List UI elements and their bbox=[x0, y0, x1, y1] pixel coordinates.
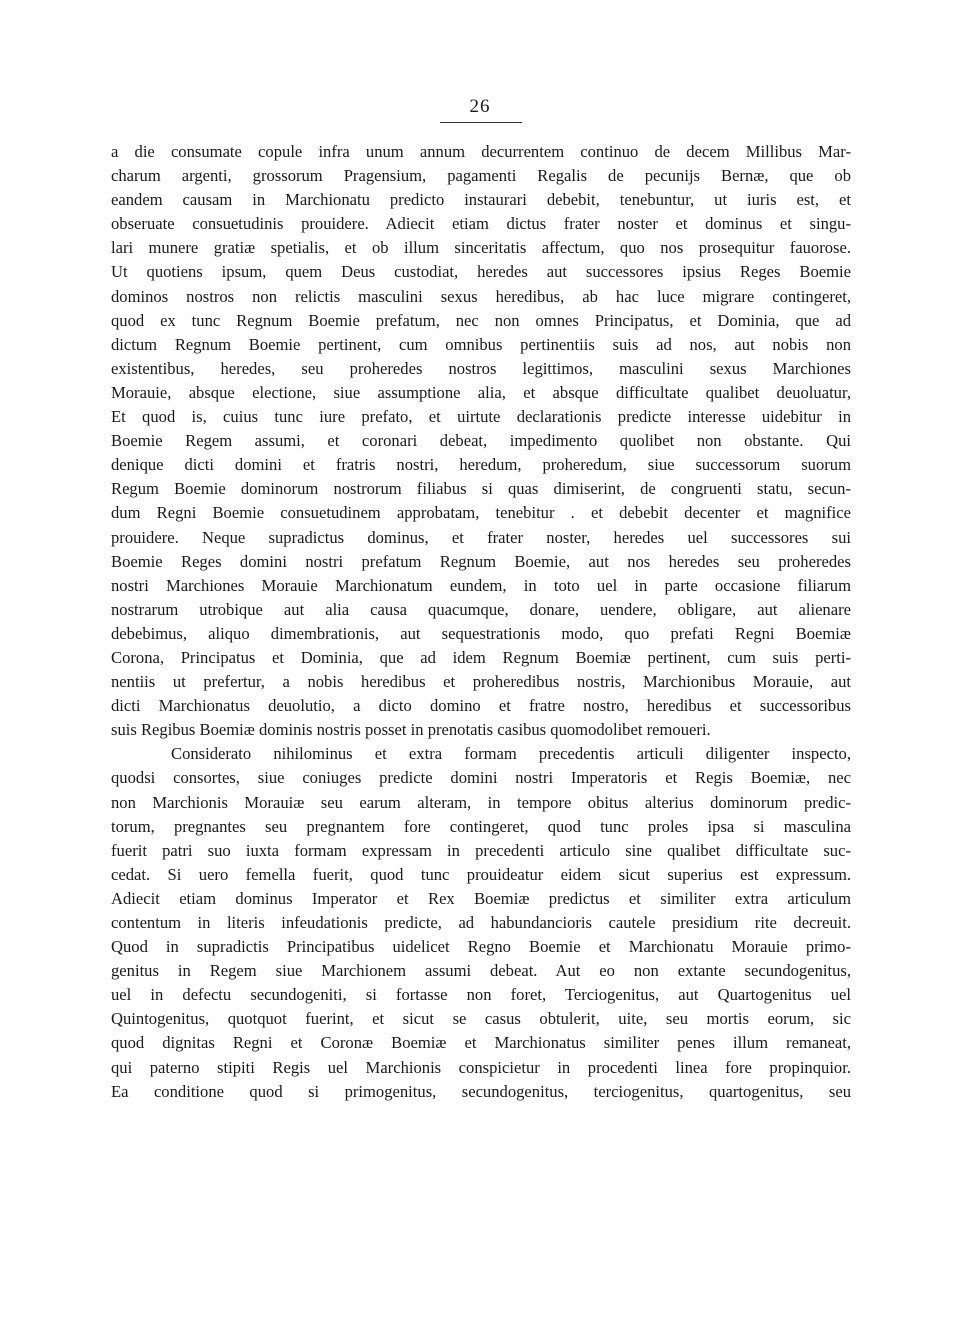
text-line: denique dicti domini et fratris nostri, heredum, proheredum, siue successorum suorum bbox=[111, 455, 851, 475]
text-line: eandem causam in Marchionatu predicto instaurari debebit, tenebuntur, ut iuris est, et bbox=[111, 190, 851, 210]
page-number-rule bbox=[440, 122, 522, 123]
text-line: prouidere. Neque supradictus dominus, et frater noster, heredes uel successores sui bbox=[111, 527, 851, 547]
text-line: dictum Regnum Boemie pertinent, cum omnibus pertinentiis suis ad nos, aut nobis non bbox=[111, 334, 851, 354]
text-line: cedat. Si uero femella fuerit, quod tunc prouideatur eidem sicut superius est expressum. bbox=[111, 864, 851, 884]
text-line: a die consumate copule infra unum annum decurrentem continuo de decem Millibus Mar- bbox=[111, 142, 851, 161]
text-line: Adiecit etiam dominus Imperator et Rex Boemiæ predictus et similiter extra articulum bbox=[111, 888, 851, 908]
paragraph-start-line: Considerato nihilominus et extra formam precedentis articuli diligenter inspecto, bbox=[171, 744, 851, 764]
text-line: nostri Marchiones Morauie Marchionatum eundem, in toto uel in parte occasione filiarum bbox=[111, 575, 851, 595]
text-line: fuerit patri suo iuxta formam expressam in precedenti articulo sine qualibet difficultate suc- bbox=[111, 840, 851, 860]
body-text bbox=[111, 140, 851, 1104]
text-line: qui paterno stipiti Regis uel Marchionis conspicietur in procedenti linea fore propinquior. bbox=[111, 1057, 851, 1077]
text-line: non Marchionis Morauiæ seu earum alteram, in tempore obitus alterius dominorum predic- bbox=[111, 792, 851, 812]
text-line: quodsi consortes, siue coniuges predicte domini nostri Imperatoris et Regis Boemiæ, nec bbox=[111, 768, 851, 788]
page-number: 26 bbox=[469, 96, 491, 117]
text-line: charum argenti, grossorum Pragensium, pagamenti Regalis de pecunijs Bernæ, que ob bbox=[111, 166, 851, 186]
text-line: torum, pregnantes seu pregnantem fore contingeret, quod tunc proles ipsa si masculina bbox=[111, 816, 851, 836]
text-line: Et quod is, cuius tunc iure prefato, et uirtute declarationis predicte interesse uidebitur in bbox=[111, 407, 851, 427]
text-line: Quintogenitus, quotquot fuerint, et sicut se casus obtulerit, uite, seu mortis eorum, sic bbox=[111, 1009, 851, 1029]
text-line: debebimus, aliquo dimembrationis, aut sequestrationis modo, quo prefati Regni Boemiæ bbox=[111, 623, 851, 643]
text-line: obseruate consuetudinis prouidere. Adiecit etiam dictus frater noster et dominus et singu- bbox=[111, 214, 851, 234]
text-line: uel in defectu secundogeniti, si fortasse non foret, Terciogenitus, aut Quartogenitus uel bbox=[111, 985, 851, 1005]
text-line: quod dignitas Regni et Coronæ Boemiæ et Marchionatus similiter penes illum remaneat, bbox=[111, 1033, 851, 1053]
text-line: Ut quotiens ipsum, quem Deus custodiat, heredes aut successores ipsius Reges Boemie bbox=[111, 262, 851, 282]
text-line: nostrarum utrobique aut alia causa quacumque, donare, uendere, obligare, aut alienare bbox=[111, 599, 851, 619]
text-line: Morauie, absque electione, siue assumptione alia, et absque difficultate qualibet deuoluatur, bbox=[111, 382, 851, 402]
text-line: existentibus, heredes, seu proheredes nostros legittimos, masculini sexus Marchiones bbox=[111, 358, 851, 378]
text-line: dum Regni Boemie consuetudinem approbatam, tenebitur . et debebit decenter et magnifice bbox=[111, 503, 851, 523]
text-line: dicti Marchionatus deuolutio, a dicto domino et fratre nostro, heredibus et successoribus bbox=[111, 696, 851, 716]
text-line: Corona, Principatus et Dominia, que ad idem Regnum Boemiæ pertinent, cum suis perti- bbox=[111, 647, 851, 667]
text-line: lari munere gratiæ spetialis, et ob illum sinceritatis affectum, quo nos prosequitur fauorose. bbox=[111, 238, 851, 258]
text-line: quod ex tunc Regnum Boemie prefatum, nec non omnes Principatus, et Dominia, que ad bbox=[111, 310, 851, 330]
text-line: contentum in literis infeudationis predicte, ad habundancioris cautele presidium rite decreuit. bbox=[111, 913, 851, 932]
text-line: Quod in supradictis Principatibus uidelicet Regno Boemie et Marchionatu Morauie primo- bbox=[111, 937, 851, 957]
text-line: suis Regibus Boemiæ dominis nostris posset in prenotatis casibus quomodolibet remoueri. bbox=[111, 720, 711, 740]
text-line: genitus in Regem siue Marchionem assumi debeat. Aut eo non extante secundogenitus, bbox=[111, 961, 851, 981]
text-line: Boemie Reges domini nostri prefatum Regnum Boemie, aut nos heredes seu proheredes bbox=[111, 551, 851, 571]
text-line: Boemie Regem assumi, et coronari debeat, impedimento quolibet non obstante. Qui bbox=[111, 431, 851, 451]
text-line: dominos nostros non relictis masculini sexus heredibus, ab hac luce migrare contingeret, bbox=[111, 286, 851, 306]
text-line: nentiis ut prefertur, a nobis heredibus et proheredibus nostris, Marchionibus Morauie, aut bbox=[111, 672, 851, 692]
text-line: Regum Boemie dominorum nostrorum filiabus si quas dimiserint, de congruenti statu, secun- bbox=[111, 479, 851, 499]
text-line: Ea conditione quod si primogenitus, secundogenitus, terciogenitus, quartogenitus, seu bbox=[111, 1081, 851, 1101]
